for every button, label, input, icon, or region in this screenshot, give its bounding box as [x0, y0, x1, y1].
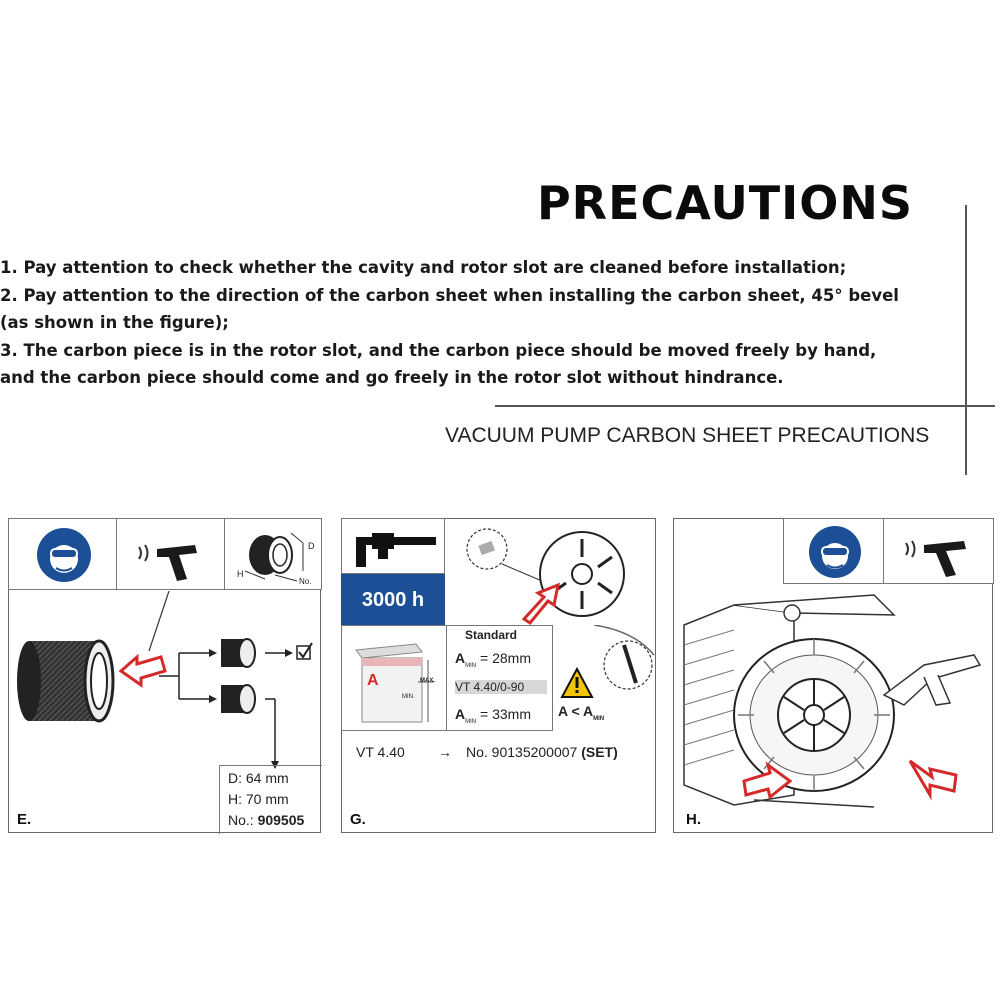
panel-e-safety-cell [8, 518, 118, 590]
variant-label: VT 4.40/0-90 [455, 680, 547, 694]
panel-e-airgun-cell [116, 518, 226, 590]
panel-g-label: G. [350, 811, 366, 828]
max-label: MAX. [420, 678, 435, 684]
wear-comparison: $A < A_{MIN}$ [558, 703, 605, 722]
filter-ok-icon [221, 639, 255, 667]
dim-d-label: D [308, 541, 315, 551]
panel-e-spec-box [219, 765, 322, 834]
air-gun-icon [884, 519, 995, 585]
rotor-vane-illustration [452, 519, 657, 629]
panel-g [341, 518, 656, 833]
hours-badge: 3000 h [341, 574, 445, 626]
panel-h-safety-cell [783, 518, 885, 584]
panel-h [673, 518, 993, 833]
dim-h-label: H [237, 569, 244, 579]
checkbox-icon [297, 643, 312, 659]
instruction-line-1: 1. Pay attention to check whether the cavity and rotor slot are cleaned before installation; [0, 258, 847, 277]
instruction-line-2: 2. Pay attention to the direction of the carbon sheet when installing the carbon sheet, 45° bevel [0, 286, 899, 305]
a-letter: A [367, 672, 379, 689]
section-subtitle: VACUUM PUMP CARBON SHEET PRECAUTIONS [445, 424, 930, 447]
wear-gauge-box [341, 625, 553, 731]
panel-h-airgun-cell [883, 518, 994, 584]
vane-detail-illustration [594, 625, 656, 725]
red-arrow-icon [910, 761, 956, 795]
spec-part-number: No.: 909505 [228, 812, 305, 828]
air-gun-icon [117, 519, 227, 591]
red-arrow-icon [524, 585, 558, 623]
warning-icon [560, 667, 594, 699]
instruction-line-5: and the carbon piece should come and go freely in the rotor slot without hindrance. [0, 368, 784, 387]
instruction-line-3: (as shown in the figure); [0, 313, 229, 332]
panel-h-label: H. [686, 811, 701, 828]
a-min-standard: $A_{MIN} = 28mm$ [455, 650, 531, 669]
caliper-icon [342, 519, 446, 575]
goggles-icon [784, 519, 886, 585]
page-title: PRECAUTIONS [536, 176, 914, 230]
instruction-line-4: 3. The carbon piece is in the rotor slot, and the carbon piece should be moved freely by hand, [0, 341, 877, 360]
a-min-variant: $A_{MIN} = 33mm$ [455, 706, 531, 725]
pump-housing-illustration [674, 585, 992, 831]
spec-height: H: 70 mm [228, 791, 289, 807]
red-arrow-icon [121, 657, 165, 685]
model-label: VT 4.40 [356, 744, 405, 760]
min-label: MIN. [402, 694, 415, 700]
part-number: No. 90135200007 (SET) [466, 744, 618, 760]
filter-replace-icon [221, 685, 255, 713]
goggles-icon [9, 519, 119, 591]
panel-e-label: E. [17, 811, 32, 828]
filter-cartridge-icon [17, 641, 113, 721]
divider-vertical [965, 205, 967, 475]
wear-values [446, 626, 553, 730]
standard-label: Standard [465, 628, 518, 642]
panel-g-caliper-cell [341, 518, 445, 574]
spec-diameter: D: 64 mm [228, 770, 289, 786]
part-arrow: → [438, 744, 452, 760]
dim-no-label: No. [299, 577, 312, 586]
panel-e-dimension-cell [224, 518, 322, 590]
panel-e [8, 518, 321, 833]
divider-horizontal [495, 405, 995, 407]
